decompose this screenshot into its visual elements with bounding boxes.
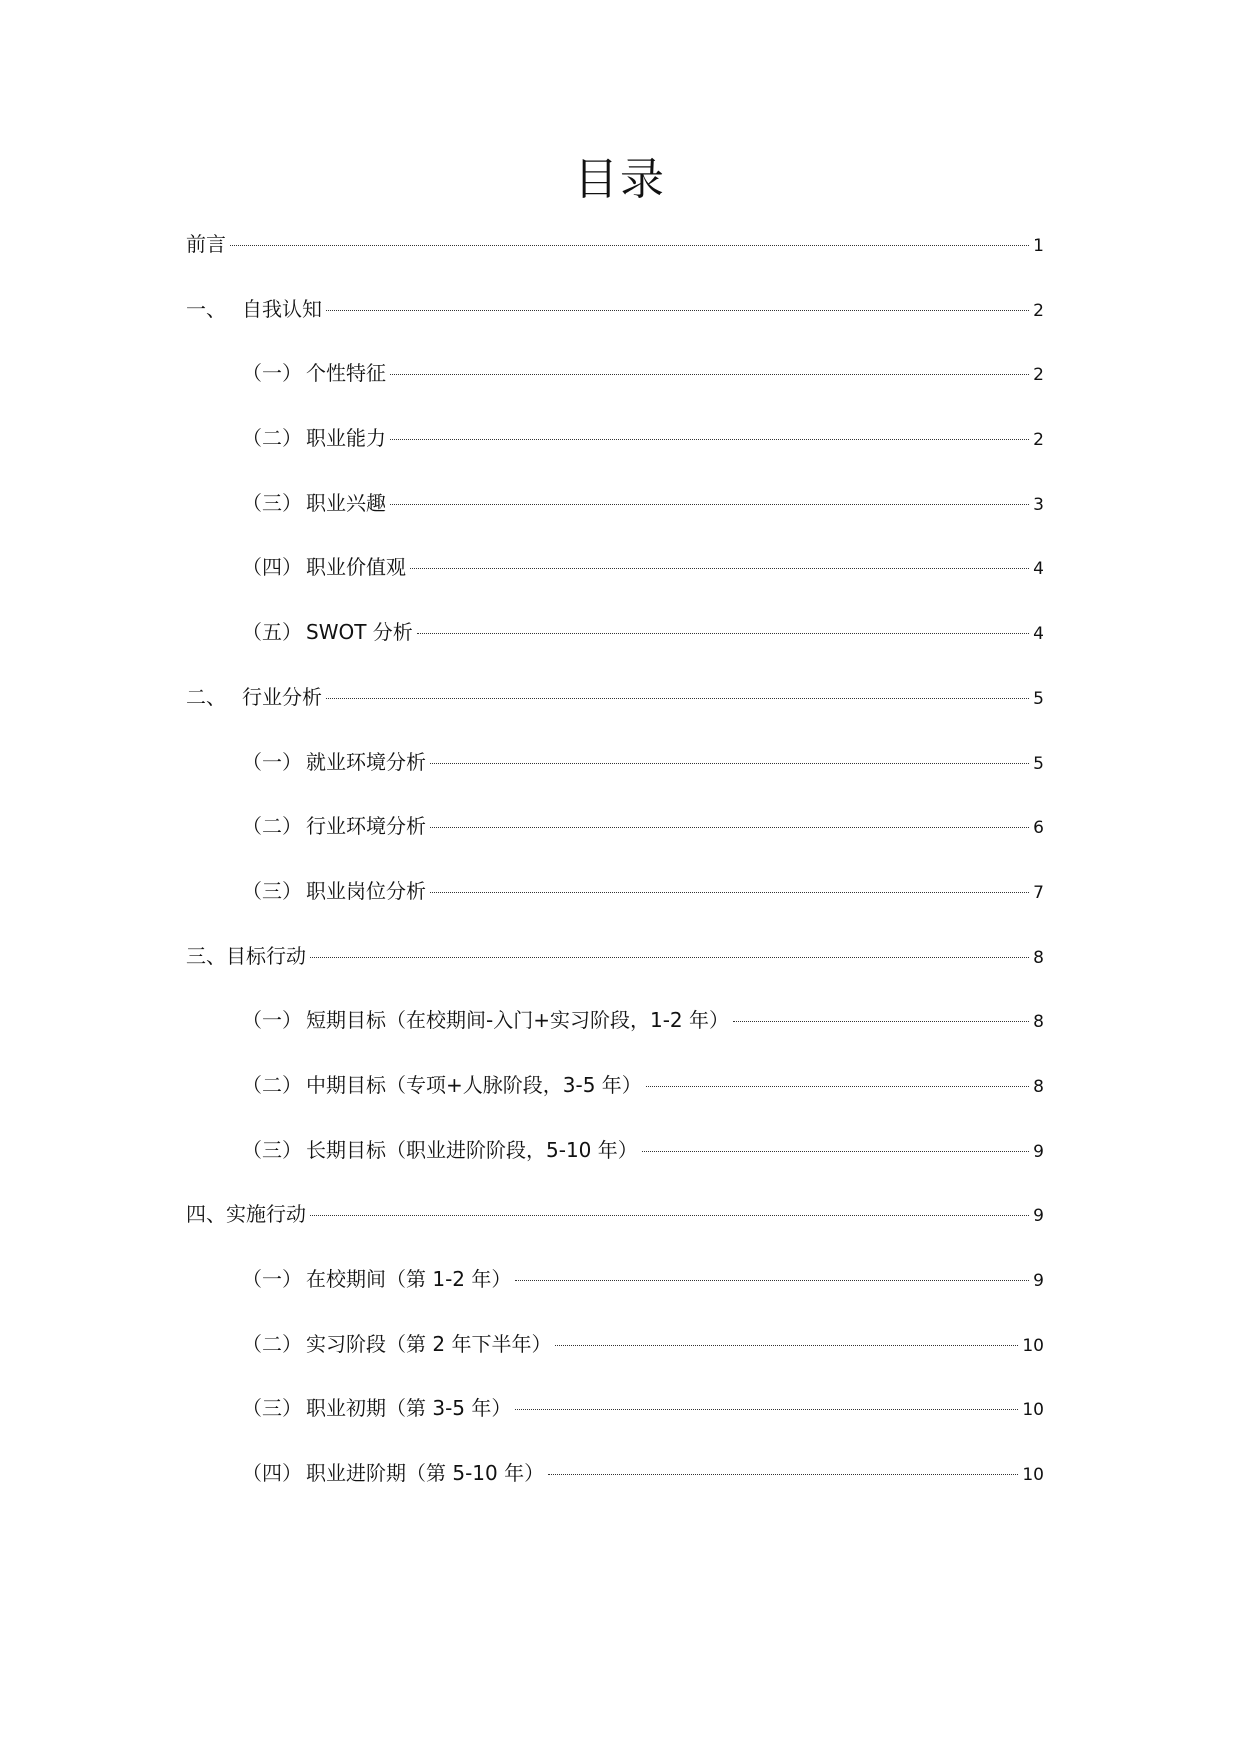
toc-page-number: 9: [1033, 1141, 1044, 1162]
dot-leader: [410, 568, 1029, 569]
toc-entry-text: 就业环境分析: [306, 749, 426, 774]
toc-page-number: 10: [1022, 1400, 1044, 1421]
toc-page-number: 9: [1033, 1206, 1044, 1227]
toc-entry-number: 二、: [186, 684, 226, 709]
toc-entry-text: 前言: [186, 232, 226, 256]
toc-entry-number: （一）: [242, 1008, 302, 1033]
dot-leader: [515, 1280, 1029, 1281]
dot-leader: [515, 1409, 1018, 1410]
toc-entry-preface[interactable]: [186, 230, 1044, 295]
toc-entry-short-term[interactable]: [186, 1006, 1044, 1071]
dot-leader: [326, 698, 1029, 699]
toc-entry-number: （三）: [242, 490, 302, 515]
toc-title: 目录: [574, 154, 666, 205]
toc-entry-number: （三）: [242, 1396, 302, 1421]
dot-leader: [642, 1151, 1029, 1152]
toc-entry-self-awareness[interactable]: [186, 295, 1044, 360]
dot-leader: [555, 1345, 1018, 1346]
toc-page-number: 8: [1033, 1076, 1044, 1097]
toc-entry-number: （一）: [242, 749, 302, 774]
toc-entry-text: 四、实施行动: [186, 1202, 306, 1227]
toc-entry-text: 实习阶段（第 2 年下半年）: [306, 1331, 552, 1356]
toc-entry-long-term[interactable]: [186, 1136, 1044, 1201]
toc-page-number: 10: [1022, 1335, 1044, 1356]
toc-page-number: 8: [1033, 1012, 1044, 1033]
toc-entry-position-analysis[interactable]: [186, 877, 1044, 942]
toc-entry-text: 三、目标行动: [186, 943, 306, 968]
toc-entry-industry-analysis[interactable]: [186, 683, 1044, 748]
toc-entry-values[interactable]: [186, 553, 1044, 618]
toc-entry-text: 行业环境分析: [306, 814, 426, 839]
toc-list: [186, 230, 1044, 1524]
dot-leader: [390, 439, 1029, 440]
toc-entry-text: 职业价值观: [306, 555, 406, 580]
toc-entry-implementation[interactable]: [186, 1200, 1044, 1265]
toc-page-number: 3: [1033, 494, 1044, 515]
toc-entry-internship[interactable]: [186, 1330, 1044, 1395]
toc-entry-text: SWOT 分析: [306, 620, 413, 645]
dot-leader: [230, 245, 1029, 246]
toc-entry-number: （二）: [242, 1331, 302, 1356]
toc-page-number: 2: [1033, 365, 1044, 386]
toc-entry-number: 一、: [186, 296, 226, 321]
toc-entry-text: 职业初期（第 3-5 年）: [306, 1396, 512, 1421]
dot-leader: [326, 310, 1029, 311]
toc-entry-goal-actions[interactable]: [186, 942, 1044, 1007]
toc-page-number: 9: [1033, 1271, 1044, 1291]
toc-entry-number: （四）: [242, 1461, 302, 1486]
toc-entry-text: 个性特征: [306, 361, 386, 386]
toc-entry-number: （一）: [242, 1267, 302, 1291]
toc-entry-text: 长期目标（职业进阶阶段，5-10 年）: [306, 1137, 638, 1162]
toc-entry-personality[interactable]: [186, 359, 1044, 424]
toc-page-number: 4: [1033, 624, 1044, 645]
toc-entry-mid-term[interactable]: [186, 1071, 1044, 1136]
dot-leader: [646, 1086, 1029, 1087]
toc-entry-text: 职业兴趣: [306, 490, 386, 515]
toc-entry-employment-env[interactable]: [186, 748, 1044, 813]
toc-entry-text: 职业进阶期（第 5-10 年）: [306, 1461, 545, 1486]
toc-page-number: 10: [1022, 1465, 1044, 1486]
dot-leader: [390, 374, 1029, 375]
toc-entry-number: （二）: [242, 426, 302, 451]
toc-entry-advanced-career[interactable]: [186, 1459, 1044, 1524]
toc-page-number: 6: [1033, 818, 1044, 839]
dot-leader: [310, 1215, 1029, 1216]
toc-entry-number: （三）: [242, 1137, 302, 1162]
dot-leader: [390, 504, 1029, 505]
toc-page-number: 4: [1033, 559, 1044, 580]
toc-entry-text: 行业分析: [242, 684, 322, 709]
toc-entry-text: 在校期间（第 1-2 年）: [306, 1267, 512, 1291]
toc-entry-number: （四）: [242, 555, 302, 580]
toc-entry-ability[interactable]: [186, 424, 1044, 489]
dot-leader: [430, 827, 1029, 828]
toc-entry-school-period[interactable]: [186, 1265, 1044, 1330]
toc-entry-text: 职业能力: [306, 426, 386, 451]
toc-page-number: 2: [1033, 300, 1044, 321]
toc-entry-text: 职业岗位分析: [306, 878, 426, 903]
toc-entry-text: 自我认知: [242, 296, 322, 321]
toc-entry-number: （一）: [242, 361, 302, 386]
toc-page-number: 7: [1033, 882, 1044, 903]
dot-leader: [430, 763, 1029, 764]
toc-entry-text: 中期目标（专项+人脉阶段，3-5 年）: [306, 1072, 642, 1097]
toc-entry-early-career[interactable]: [186, 1394, 1044, 1459]
toc-entry-interest[interactable]: [186, 489, 1044, 554]
dot-leader: [548, 1474, 1018, 1475]
toc-entry-number: （二）: [242, 1072, 302, 1097]
toc-page-number: 5: [1033, 688, 1044, 709]
dot-leader: [310, 957, 1029, 958]
toc-entry-text: 短期目标（在校期间-入门+实习阶段，1-2 年）: [306, 1008, 729, 1033]
toc-page-number: 5: [1033, 753, 1044, 774]
toc-entry-industry-env[interactable]: [186, 812, 1044, 877]
toc-entry-swot[interactable]: [186, 618, 1044, 683]
toc-entry-number: （二）: [242, 814, 302, 839]
dot-leader: [733, 1021, 1029, 1022]
toc-page-number: 2: [1033, 430, 1044, 451]
toc-entry-number: （三）: [242, 878, 302, 903]
toc-page-number: 8: [1033, 947, 1044, 968]
toc-entry-number: （五）: [242, 620, 302, 645]
dot-leader: [417, 633, 1029, 634]
dot-leader: [430, 892, 1029, 893]
toc-page-number: 1: [1033, 236, 1044, 256]
